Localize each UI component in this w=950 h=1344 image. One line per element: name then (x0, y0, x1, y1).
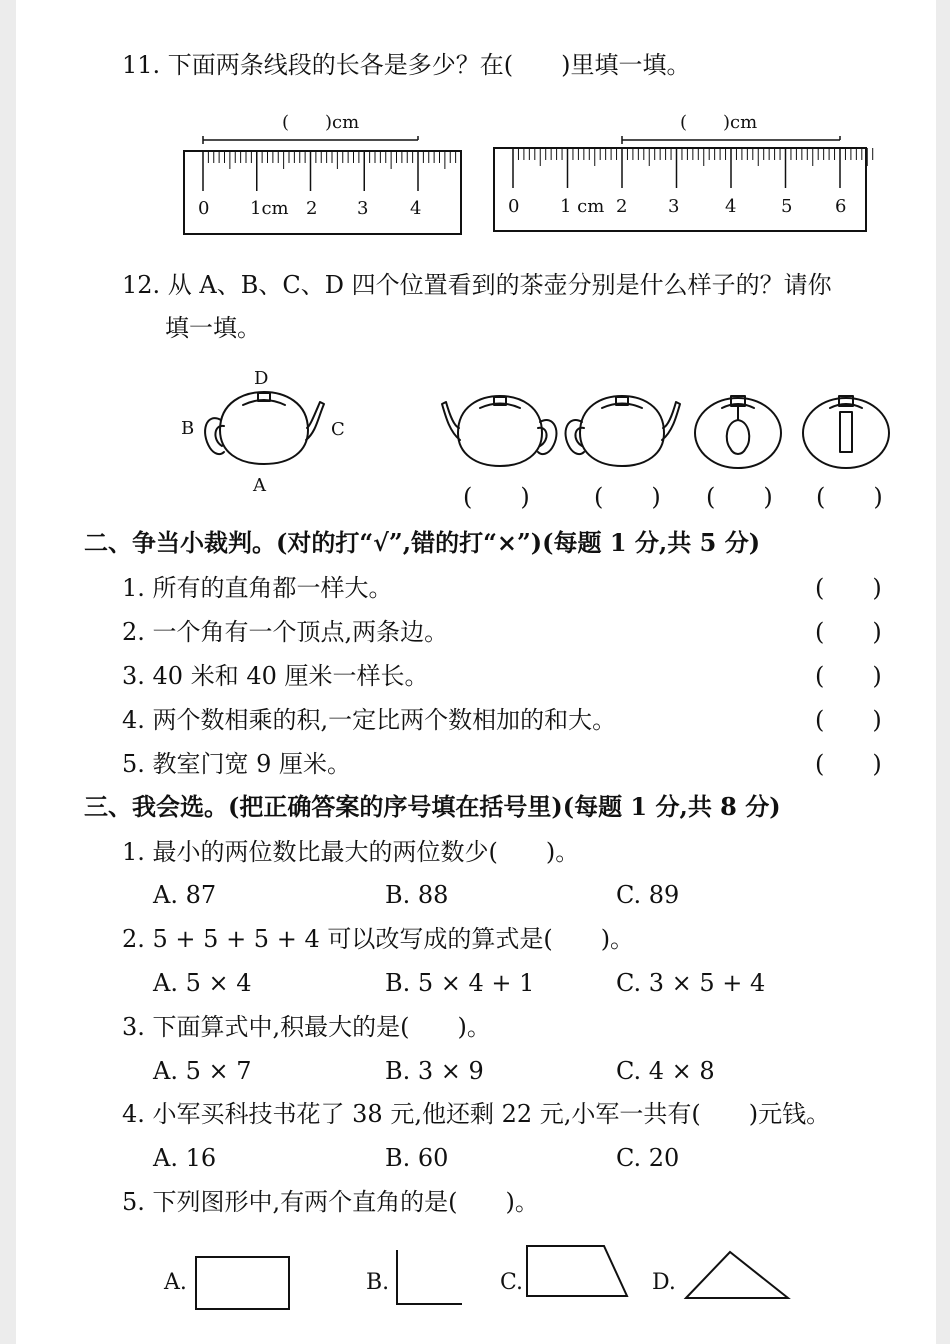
choice-question-3: 3. 下面算式中,积最大的是( )。 (122, 1013, 491, 1041)
choice-2-option-c[interactable]: C. 3 × 5 + 4 (616, 969, 766, 997)
choice-2-option-b[interactable]: B. 5 × 4 + 1 (385, 969, 535, 997)
choice-3-option-b[interactable]: B. 3 × 9 (385, 1057, 484, 1085)
shape-b-right-angle (397, 1250, 462, 1304)
choice-question-2: 2. 5 + 5 + 5 + 4 可以改写成的算式是( )。 (122, 925, 635, 953)
ruler-1-label-0: 0 (198, 198, 210, 219)
question-12-line-2: 填一填。 (165, 314, 261, 342)
ruler-1-label-3: 3 (357, 198, 369, 219)
ruler-1-bracket-label: ( )cm (282, 112, 360, 133)
choice-1-option-a[interactable]: A. 87 (153, 881, 217, 909)
teapot-answer-blank-4[interactable]: ( ) (816, 483, 883, 511)
judge-item-4: 4. 两个数相乘的积,一定比两个数相加的和大。 (122, 706, 617, 734)
shape-label-d: D. (652, 1270, 676, 1295)
judge-item-2: 2. 一个角有一个顶点,两条边。 (122, 618, 449, 646)
choice-1-option-c[interactable]: C. 89 (616, 881, 680, 909)
choice-2-option-a[interactable]: A. 5 × 4 (153, 969, 252, 997)
ruler-2-label-6: 6 (835, 196, 847, 217)
choice-4-option-b[interactable]: B. 60 (385, 1144, 449, 1172)
teapot-answer-blank-2[interactable]: ( ) (594, 483, 661, 511)
shape-label-b: B. (366, 1270, 390, 1295)
judge-blank-2[interactable]: ( ) (815, 618, 882, 646)
ruler-1-label-1: 1cm (250, 198, 289, 219)
judge-item-1: 1. 所有的直角都一样大。 (122, 574, 393, 602)
teapot-answer-blank-1[interactable]: ( ) (463, 483, 530, 511)
teapot-label-d: D (254, 368, 269, 389)
ruler-2-label-0: 0 (508, 196, 520, 217)
teapot-label-a: A (253, 475, 266, 496)
ruler-2-label-1: 1 cm (560, 196, 605, 217)
teapot-label-c: C (331, 419, 345, 440)
ruler-1-label-2: 2 (306, 198, 318, 219)
shape-label-a: A. (164, 1270, 187, 1295)
choice-question-1: 1. 最小的两位数比最大的两位数少( )。 (122, 838, 580, 866)
shape-label-c: C. (500, 1270, 524, 1295)
section-2-heading: 二、争当小裁判。(对的打“√”,错的打“×”)(每题 1 分,共 5 分) (84, 528, 761, 557)
section-3-heading: 三、我会选。(把正确答案的序号填在括号里)(每题 1 分,共 8 分) (84, 792, 781, 821)
teapot-label-b: B (181, 418, 195, 439)
judge-blank-5[interactable]: ( ) (815, 750, 882, 778)
judge-blank-3[interactable]: ( ) (815, 662, 882, 690)
judge-item-5: 5. 教室门宽 9 厘米。 (122, 750, 352, 778)
ruler-2-label-2: 2 (616, 196, 628, 217)
choice-3-option-a[interactable]: A. 5 × 7 (153, 1057, 252, 1085)
choice-1-option-b[interactable]: B. 88 (385, 881, 449, 909)
ruler-2-label-5: 5 (781, 196, 793, 217)
choice-question-4: 4. 小军买科技书花了 38 元,他还剩 22 元,小军一共有( )元钱。 (122, 1100, 831, 1128)
choice-question-5: 5. 下列图形中,有两个直角的是( )。 (122, 1188, 539, 1216)
ruler-2-label-3: 3 (668, 196, 680, 217)
teapot-answer-blank-3[interactable]: ( ) (706, 483, 773, 511)
shape-a-rectangle (196, 1257, 289, 1309)
ruler-1-label-4: 4 (410, 198, 422, 219)
judge-blank-1[interactable]: ( ) (815, 574, 882, 602)
judge-blank-4[interactable]: ( ) (815, 706, 882, 734)
shape-d-triangle (686, 1252, 788, 1298)
ruler-2-bracket-label: ( )cm (680, 112, 758, 133)
shape-c-right-trapezoid (527, 1246, 627, 1296)
question-11-text: 11. 下面两条线段的长各是多少？在( )里填一填。 (122, 51, 691, 79)
choice-3-option-c[interactable]: C. 4 × 8 (616, 1057, 715, 1085)
choice-4-option-c[interactable]: C. 20 (616, 1144, 680, 1172)
question-12-line-1: 12. 从 A、B、C、D 四个位置看到的茶壶分别是什么样子的？请你 (122, 271, 832, 299)
ruler-2-label-4: 4 (725, 196, 737, 217)
choice-4-option-a[interactable]: A. 16 (153, 1144, 217, 1172)
judge-item-3: 3. 40 米和 40 厘米一样长。 (122, 662, 429, 690)
